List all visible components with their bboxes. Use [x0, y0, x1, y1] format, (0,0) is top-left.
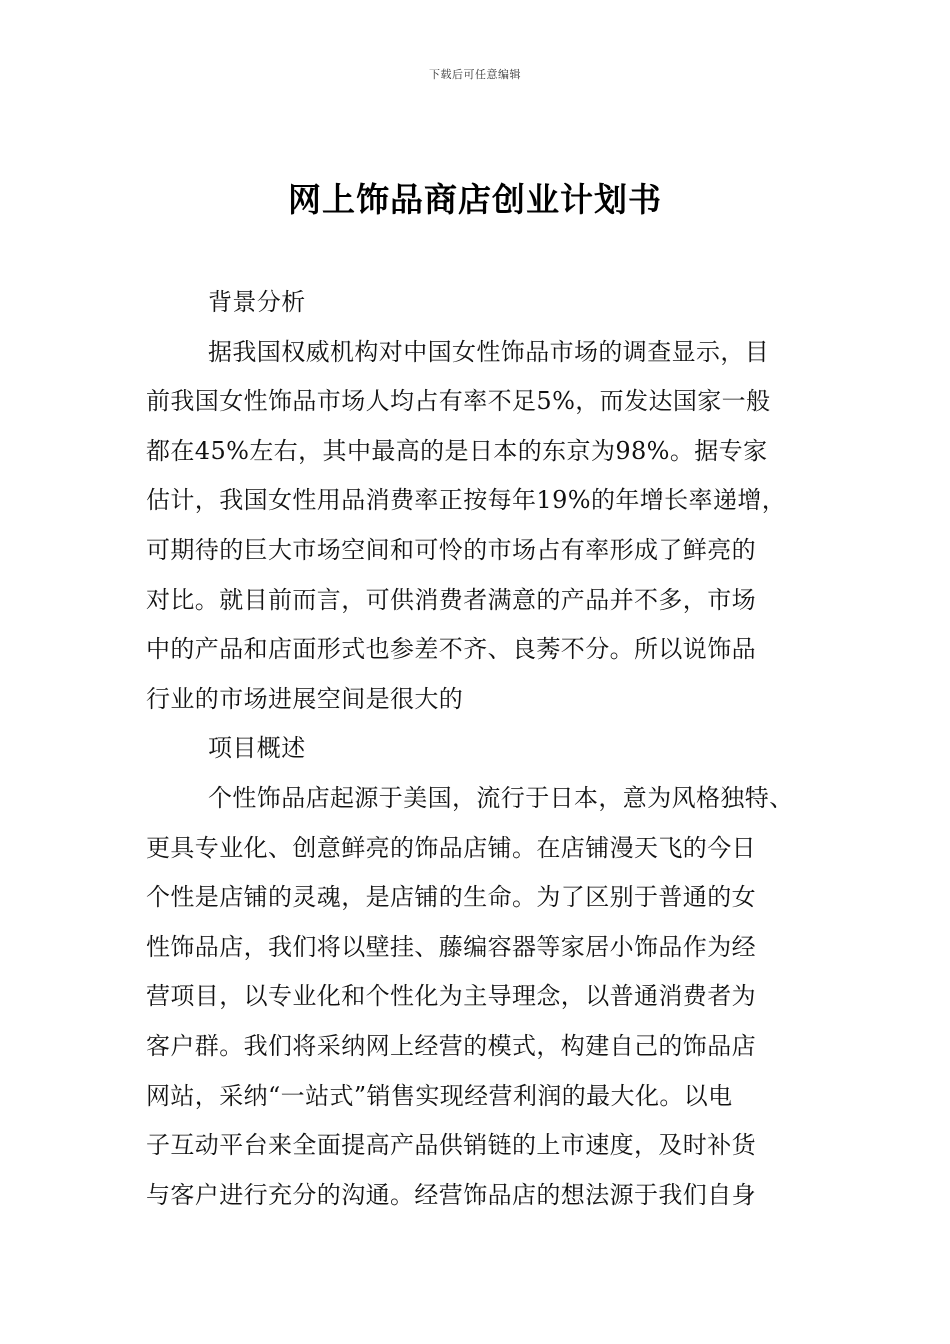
text-line: 据我国权威机构对中国女性饰品市场的调查显示，目 — [208, 337, 770, 366]
text-line: 可期待的巨大市场空间和可怜的市场占有率形成了鲜亮的 — [146, 535, 756, 564]
text-line: 个性饰品店起源于美国，流行于日本，意为风格独特、 — [208, 783, 794, 812]
text-line: 中的产品和店面形式也参差不齐、良莠不分。所以说饰品 — [146, 635, 756, 664]
text-line: 与客户进行充分的沟通。经营饰品店的想法源于我们自身 — [146, 1180, 756, 1209]
text-line: 项目概述 — [208, 734, 306, 763]
text-line: 客户群。我们将采纳网上经营的模式，构建自己的饰品店 — [146, 1031, 756, 1060]
text-line: 前我国女性饰品市场人均占有率不足5%，而发达国家一般 — [146, 387, 771, 416]
text-line: 更具专业化、创意鲜亮的饰品店铺。在店铺漫天飞的今日 — [146, 833, 756, 862]
text-line: 对比。就目前而言，可供消费者满意的产品并不多，市场 — [146, 585, 756, 614]
text-line: 营项目，以专业化和个性化为主导理念，以普通消费者为 — [146, 982, 756, 1011]
document-title: 网上饰品商店创业计划书 — [288, 180, 662, 219]
header-note: 下载后可任意编辑 — [429, 68, 521, 81]
text-line: 性饰品店，我们将以壁挂、藤编容器等家居小饰品作为经 — [146, 932, 756, 961]
text-line: 个性是店铺的灵魂，是店铺的生命。为了区别于普通的女 — [146, 883, 756, 912]
text-line: 都在45%左右，其中最高的是日本的东京为98%。据专家 — [146, 436, 768, 465]
text-line: 估计，我国女性用品消费率正按每年19%的年增长率递增， — [146, 486, 787, 515]
text-line: 行业的市场进展空间是很大的 — [146, 684, 464, 713]
text-line: 子互动平台来全面提高产品供销链的上市速度，及时补货 — [146, 1131, 756, 1160]
body-text — [146, 278, 806, 1220]
text-line: 背景分析 — [208, 288, 306, 316]
text-line: 网站，采纳“一站式”销售实现经营利润的最大化。以电 — [146, 1081, 733, 1110]
